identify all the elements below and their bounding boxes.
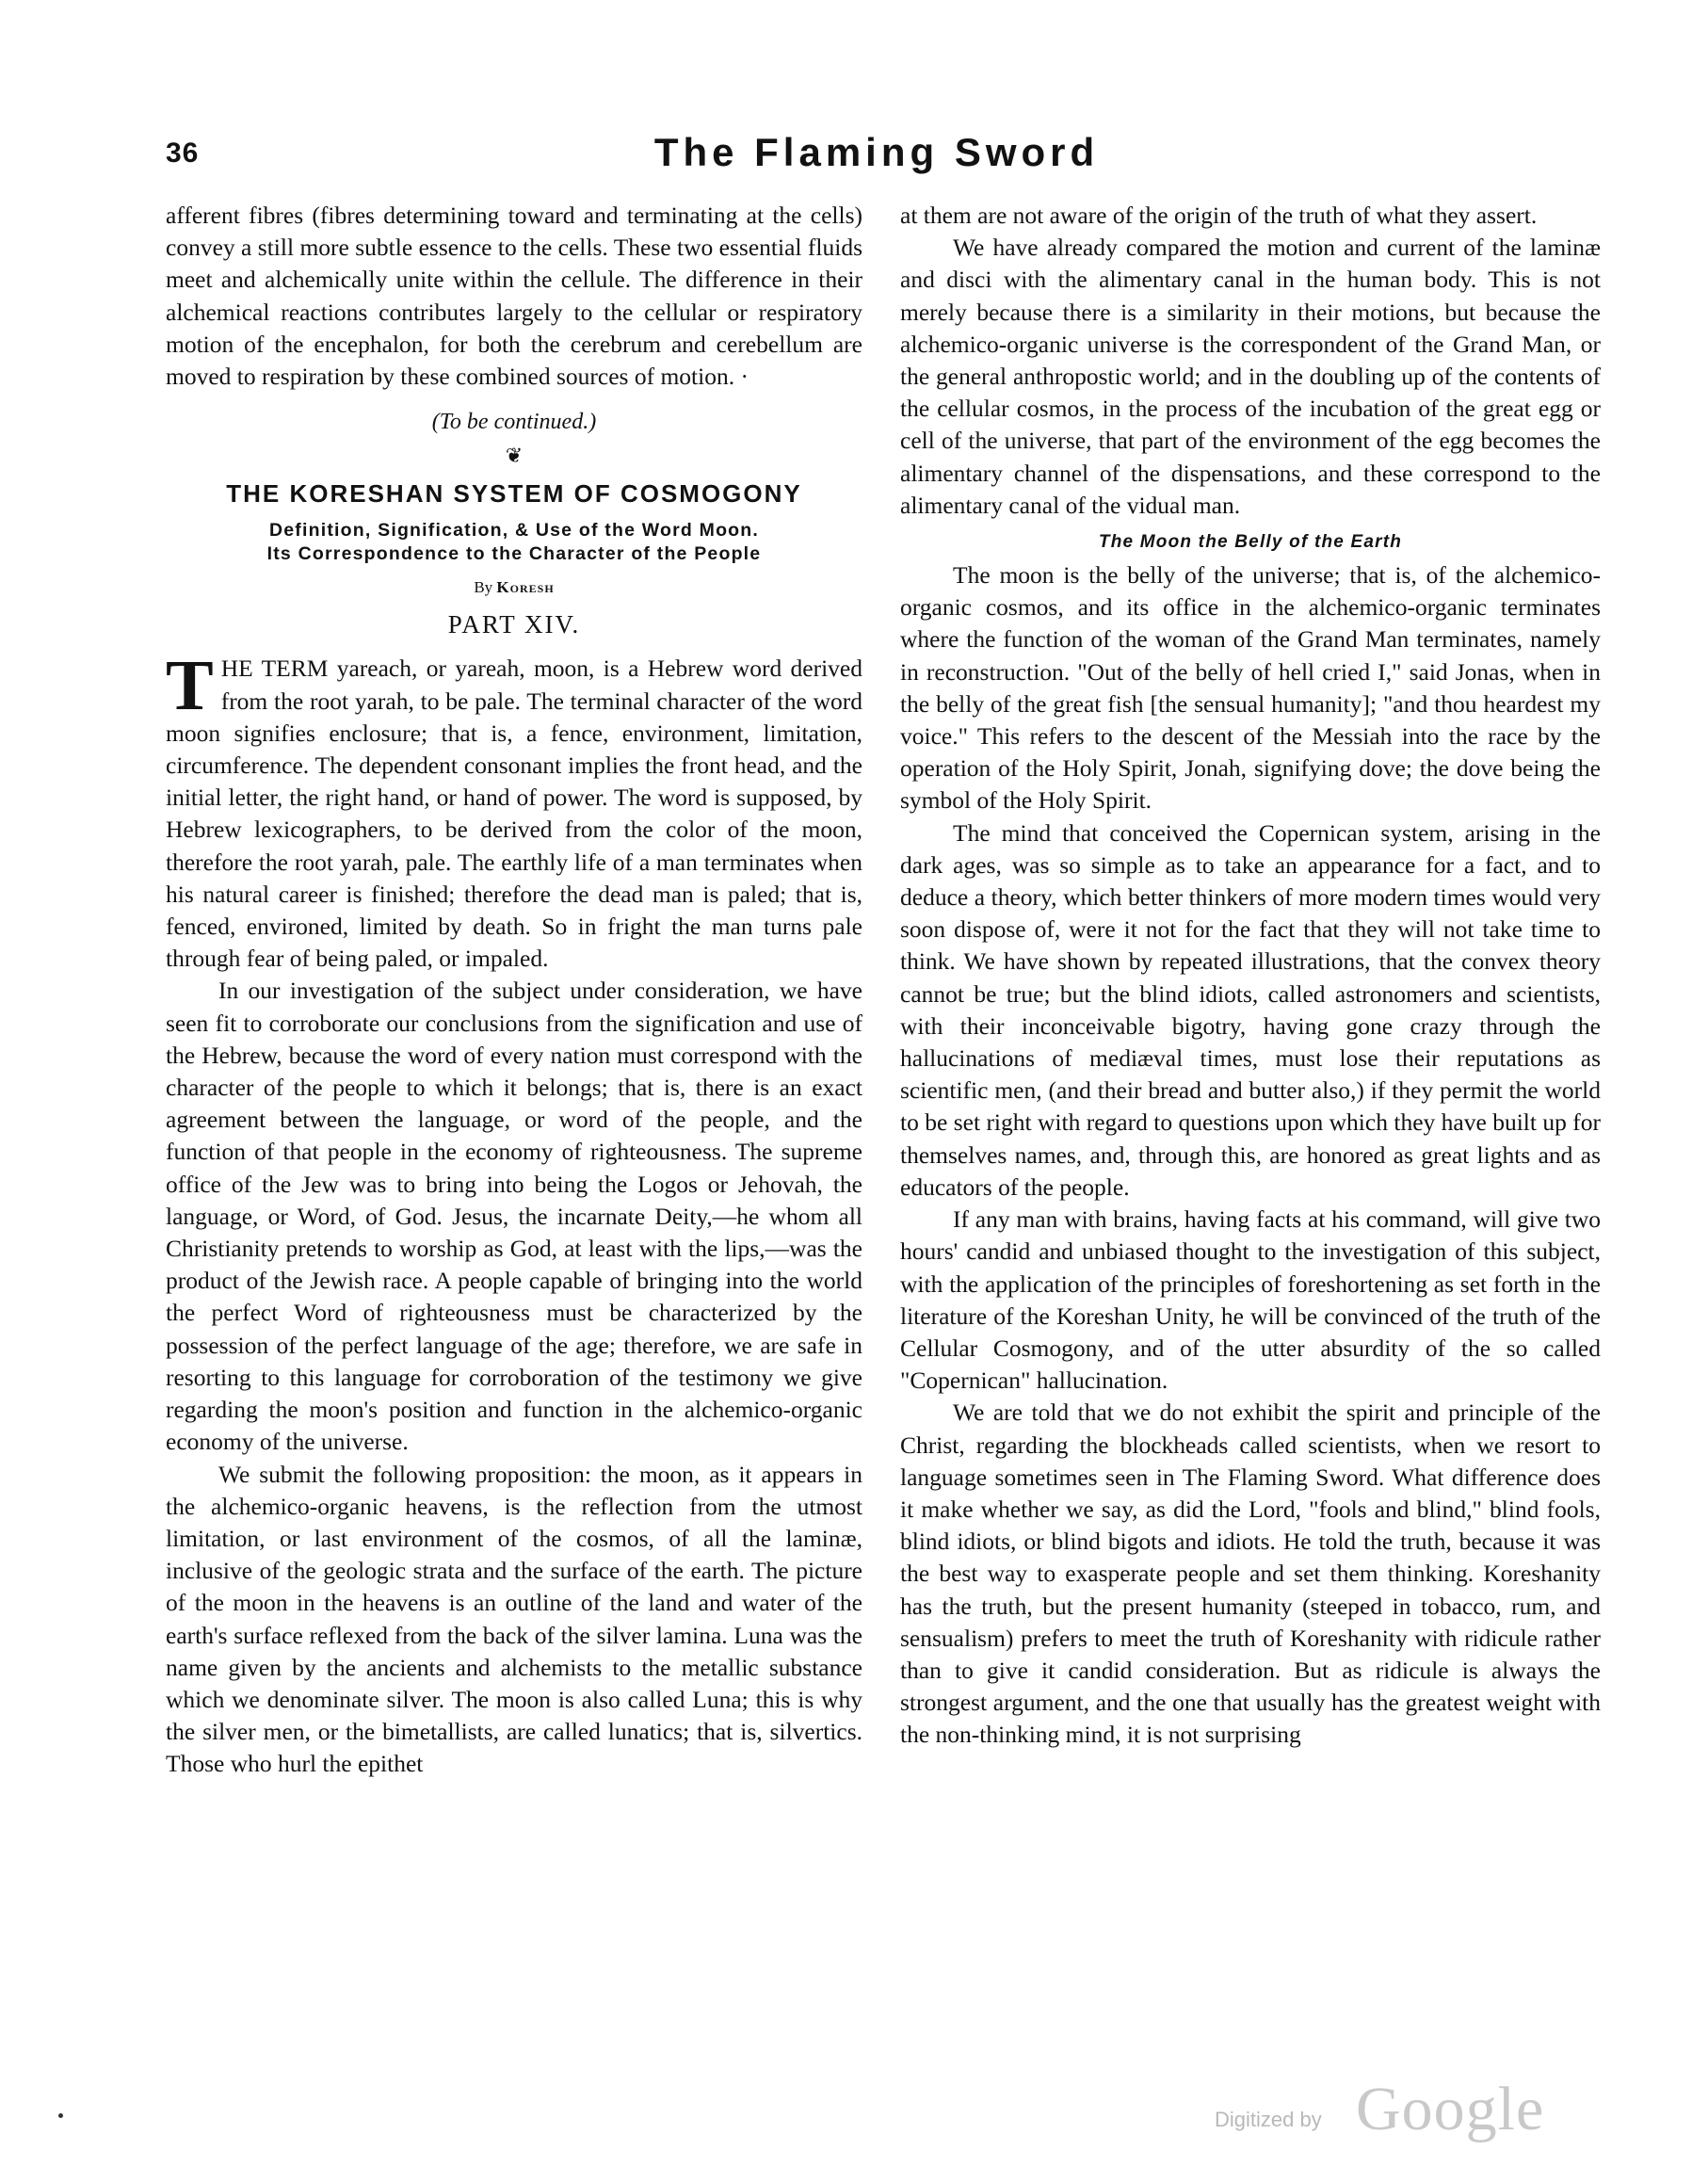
body-paragraph: We submit the following proposition: the moon, as it appears in the alchemico-organic heavens, is the reflection from the utmost limitation, or last environment of the cosmos, of all the laminæ, inclusive of the geologic strata and the surface of the earth. The picture of the moon in the heavens is an outline of the land and water of the earth's surface reflexed from the back of the silver lamina. Luna was the name given by the ancients and alchemists to the metallic substance which we denominate silver. The moon is also called Luna; this is why the silver men, or the bimetallists, are called lunatics; that is, silvertics. Those who hurl the epithet [166,1460,862,1778]
body-paragraph: We have already compared the motion and current of the laminæ and disci with the alimentary canal in the human body. This is not merely because there is a similarity in their motions, but because the alchemico-organic universe is the correspondent of the Grand Man, or the general anthropostic world; and in the doubling up of the contents of the cellular cosmos, in the process of the incubation of the great egg or cell of the universe, that part of the environment of the egg becomes the alimentary channel of the dispensations, and these correspond to the alimentary canal of the vidual man. [900,234,1601,519]
body-paragraph: If any man with brains, having facts at his command, will give two hours' candid and unbiased thought to the investigation of this subject, with the application of the principles of foreshortening as set forth in the literature of the Koreshan Unity, he will be convinced of the truth of the Cellular Cosmogony, and of the utter absurdity of the so called "Copernican" hallucination. [900,1205,1601,1395]
to-be-continued-note: (To be continued.) [431,410,597,435]
digitization-watermark [1215,2075,1610,2145]
fleuron-ornament-icon: ❦ [505,444,524,468]
byline-prefix: By [474,578,497,597]
page-header [166,130,1587,183]
article-title: THE KORESHAN SYSTEM OF COSMOGONY [226,479,802,509]
watermark-prefix: Digitized by [1215,2108,1322,2131]
continued-paragraph: afferent fibres (fibres determining toward and terminating at the cells) convey a still more subtle essence to the cells. These two essential fluids meet and alchemically unite within the cellule. The difference in their alchemical reactions contributes largely to the cellular or respiratory motion of the encephalon, for both the cerebrum and cerebellum are moved to respiration by these combined sources of motion. · [166,202,862,391]
byline-author: Koresh [496,578,555,597]
right-column [900,200,1601,1752]
journal-title: The Flaming Sword [653,130,1100,174]
body-paragraph: In our investigation of the subject under consideration, we have seen fit to corroborate our conclusions from the signification and use of the Hebrew, because the word of every nation must correspond with the character of the people to which it belongs; that is, there is an exact agreement between the language, or word of the people, and the function of that people in the economy of righteousness. The supreme office of the Jew was to bring into being the Logos or Jehovah, the language, or Word, of God. Jesus, the incarnate Deity,—he whom all Christianity pretends to worship as God, at least with the lips,—was the product of the Jewish race. A people capable of bringing into the world the perfect Word of righteousness must be characterized by the possession of the perfect language of the age; therefore, we are safe in resorting to this language for corroboration of the testimony we give regarding the moon's position and function in the alchemico-organic economy of the universe. [166,977,862,1456]
opening-paragraph [166,646,862,975]
body-paragraph: We are told that we do not exhibit the spirit and principle of the Christ, regarding the blockheads called scientists, when we resort to language sometimes seen in The Flaming Sword. What difference does it make whether we say, as did the Lord, "fools and blind," blind fools, blind idiots, or blind bigots and idiots. He told the truth, because it was the best way to exasperate people and set them thinking. Koreshanity has the truth, but the present humanity (steeped in tobacco, rum, and sensualism) prefers to meet the truth of Koreshanity with ridicule rather than to give it candid consideration. But as ridicule is always the strongest argument, and the one that usually has the greatest weight with the non-thinking mind, it is not surprising [900,1399,1601,1749]
continued-paragraph: at them are not aware of the origin of the truth of what they assert. [900,202,1538,229]
drop-cap: T [166,646,214,726]
section-heading: The Moon the Belly of the Earth [1098,532,1403,553]
byline [166,575,862,600]
part-heading: PART XIV. [447,610,581,639]
opening-paragraph-text: HE TERM yareach, or yareah, moon, is a Hebrew word derived from the root yarah, to be pale. The terminal character of the word moon signifies enclosure; that is, a fence, environment, limitation, circumference. The dependent consonant implies the front head, and the initial letter, the right hand, or hand of power. The word is supposed, by Hebrew lexicographers, to be derived from the color of the moon, therefore the root yarah, pale. The earthly life of a man terminates when his natural career is finished; therefore the dead man is paled; that is, fenced, environed, limited by death. So in fright the man turns pale through fear of being paled, or impaled. [166,655,862,973]
article-subtitle-line-1: Definition, Signification, & Use of the Word Moon. [268,520,760,542]
left-column [166,200,862,1781]
page-number: 36 [166,137,200,169]
body-paragraph: The mind that conceived the Copernican system, arising in the dark ages, was so simple as to take an appearance for a fact, and to deduce a theory, which better thinkers of more modern times would very soon dispose of, were it not for the fact that they will not take time to think. We have shown by repeated illustrations, that the convex theory cannot be true; but the blind idiots, called astronomers and scientists, with their inconceivable bigotry, having gone crazy through the hallucinations of mediæval times, must lose their reputations as scientific men, (and their bread and butter also,) if they permit the world to be set right with regard to questions upon which they have built up for themselves names, and, through this, are honored as great lights and as educators of the people. [900,818,1601,1201]
article-subtitle-line-2: Its Correspondence to the Character of the People [266,543,762,565]
margin-dot-mark [58,2113,63,2118]
body-paragraph: The moon is the belly of the universe; that is, of the alchemico-organic cosmos, and its office in the alchemico-organic terminates where the function of the woman of the Grand Man terminates, namely in reconstruction. "Out of the belly of hell cried I," said Jonas, when in the belly of the great fish [the sensual humanity]; "and thou heardest my voice." This refers to the descent of the Messiah into the race by the operation of the Holy Spirit, Jonah, signifying dove; the dove being the symbol of the Holy Spirit. [900,561,1601,815]
google-logo-icon: Google [1356,2075,1545,2143]
